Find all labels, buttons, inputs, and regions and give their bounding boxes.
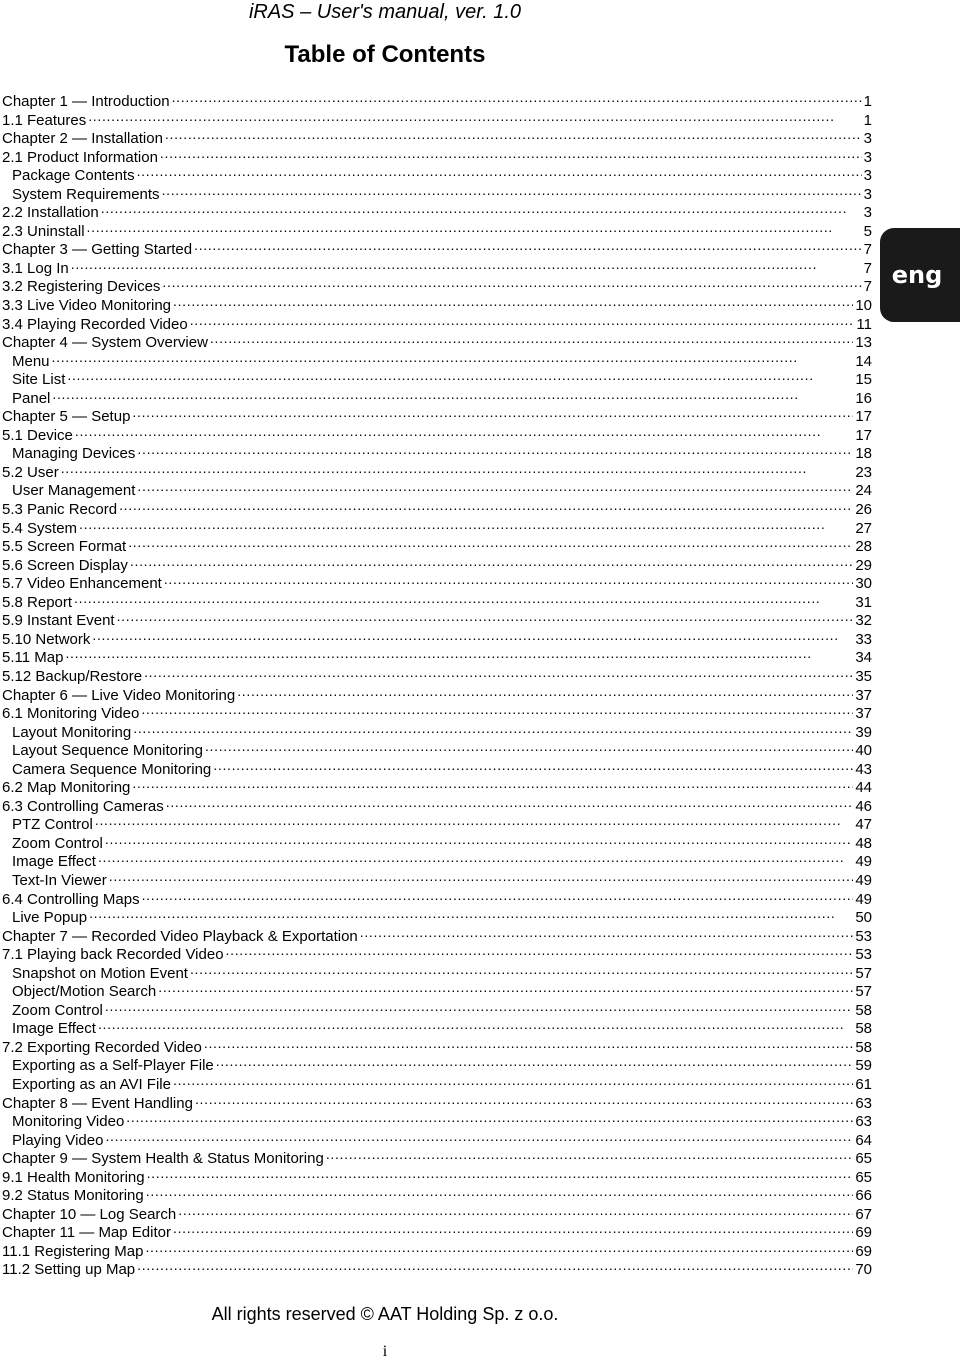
toc-entry-label: 3.1 Log In [2, 259, 69, 277]
toc-entry-label: Chapter 4 — System Overview [2, 334, 208, 352]
toc-entry-label: 5.2 User [2, 463, 59, 481]
toc-entry-label: Image Effect [12, 853, 96, 871]
toc-entry[interactable] [2, 644, 872, 667]
toc-entry-page: 53 [855, 946, 872, 964]
toc-entry[interactable] [2, 199, 872, 222]
toc-entry-page: 63 [855, 1113, 872, 1131]
toc-entry-label: 3.2 Registering Devices [2, 278, 161, 296]
toc-dot-leader [195, 1090, 853, 1108]
language-tab [880, 228, 960, 322]
toc-dot-leader [101, 199, 862, 217]
toc-entry-page: 27 [855, 519, 872, 537]
toc-entry[interactable] [2, 1108, 872, 1131]
toc-dot-leader [204, 1034, 853, 1052]
toc-dot-leader [87, 218, 862, 236]
toc-dot-leader [132, 403, 853, 421]
toc-entry-label: 5.3 Panic Record [2, 501, 118, 519]
toc-entry-page: 7 [863, 278, 872, 296]
toc-entry-page: 28 [855, 538, 872, 556]
toc-entry-page: 23 [855, 463, 872, 481]
toc-entry-label: Chapter 2 — Installation [2, 130, 163, 148]
toc-dot-leader [88, 107, 861, 125]
toc-dot-leader [92, 626, 853, 644]
toc-entry-label: 5.4 System [2, 519, 78, 537]
toc-dot-leader [162, 181, 862, 199]
toc-dot-leader [79, 515, 853, 533]
toc-entry-label: Text-In Viewer [12, 871, 107, 889]
toc-dot-leader [117, 607, 854, 625]
toc-dot-leader [213, 756, 853, 774]
toc-dot-leader [142, 886, 854, 904]
toc-dot-leader [194, 236, 862, 254]
toc-entry[interactable] [2, 218, 872, 240]
language-tab-label: eng [891, 261, 943, 289]
toc-dot-leader [145, 1238, 853, 1256]
toc-entry-page: 63 [855, 1094, 872, 1112]
toc-entry-label: 9.2 Status Monitoring [2, 1187, 144, 1205]
toc-entry-page: 3 [863, 185, 872, 203]
toc-entry-page: 16 [855, 389, 872, 407]
toc-dot-leader [109, 867, 854, 885]
toc-entry[interactable] [2, 533, 872, 556]
toc-entry[interactable] [2, 552, 872, 574]
toc-dot-leader [137, 440, 853, 458]
toc-entry-label: 11.1 Registering Map [2, 1242, 144, 1260]
toc-entry-page: 35 [855, 667, 872, 685]
toc-entry-label: 6.2 Map Monitoring [2, 779, 131, 797]
toc-entry-page: 65 [855, 1168, 872, 1186]
toc-entry[interactable] [2, 459, 872, 481]
toc-entry-page: 3 [863, 204, 872, 222]
toc-entry[interactable] [2, 997, 872, 1019]
toc-entry-label: 1.1 Features [2, 111, 87, 129]
toc-dot-leader [173, 292, 853, 310]
toc-entry-label: Playing Video [12, 1131, 104, 1149]
toc-entry-label: 5.5 Screen Format [2, 538, 127, 556]
toc-entry[interactable] [2, 1034, 872, 1056]
toc-entry[interactable] [2, 867, 872, 889]
toc-dot-leader [126, 1108, 853, 1126]
toc-entry-page: 37 [855, 686, 872, 704]
toc-entry-label: 11.2 Setting up Map [2, 1261, 136, 1279]
toc-entry[interactable] [2, 626, 872, 648]
toc-entry-page: 5 [863, 222, 872, 240]
toc-dot-leader [162, 273, 861, 291]
toc-entry-page: 57 [855, 964, 872, 982]
toc-entry-page: 64 [855, 1131, 872, 1149]
toc-entry-page: 29 [855, 556, 872, 574]
toc-entry-label: 5.12 Backup/Restore [2, 667, 143, 685]
toc-entry-page: 37 [855, 705, 872, 723]
toc-entry-page: 1 [863, 93, 872, 110]
toc-entry-page: 67 [855, 1205, 872, 1223]
toc-entry-label: Chapter 9 — System Health & Status Monitoring [2, 1150, 324, 1168]
toc-entry-page: 59 [855, 1057, 872, 1075]
toc-dot-leader [119, 496, 853, 514]
toc-entry-label: 5.6 Screen Display [2, 556, 128, 574]
toc-dot-leader [205, 737, 853, 755]
toc-entry-label: 9.1 Health Monitoring [2, 1168, 145, 1186]
toc-dot-leader [52, 348, 854, 366]
toc-dot-leader [65, 644, 853, 662]
manual-header: iRAS – User's manual, ver. 1.0 [248, 1, 522, 23]
toc-entry-page: 18 [855, 445, 872, 463]
toc-entry-page: 49 [855, 871, 872, 889]
toc-dot-leader [165, 125, 862, 143]
toc-entry-page: 11 [856, 315, 872, 333]
toc-dot-leader [137, 162, 862, 180]
toc-entry[interactable] [2, 737, 872, 760]
toc-dot-leader [172, 88, 862, 106]
toc-entry-label: Chapter 5 — Setup [2, 408, 131, 426]
page-number: i [382, 1343, 388, 1360]
toc-entry-page: 65 [855, 1150, 872, 1168]
toc-entry[interactable] [2, 107, 872, 129]
toc-dot-leader [210, 329, 853, 347]
toc-entry-label: 5.7 Video Enhancement [2, 575, 162, 593]
toc-dot-leader [144, 663, 853, 681]
toc-entry-label: 2.1 Product Information [2, 148, 158, 166]
page-title: Table of Contents [284, 41, 486, 68]
toc-dot-leader [105, 997, 853, 1015]
toc-entry-label: Zoom Control [12, 834, 103, 852]
toc-entry[interactable] [2, 496, 872, 519]
toc-entry-label: Object/Motion Search [12, 983, 157, 1001]
toc-entry-page: 46 [855, 797, 872, 815]
toc-entry-label: Live Popup [12, 909, 88, 927]
toc-entry-label: 2.3 Uninstall [2, 222, 85, 240]
toc-entry-label: 5.8 Report [2, 593, 73, 611]
toc-entry-page: 50 [855, 909, 872, 927]
toc-dot-leader [75, 422, 853, 440]
toc-entry-page: 10 [855, 297, 872, 315]
toc-entry-page: 61 [855, 1075, 872, 1093]
toc-entry-label: Layout Sequence Monitoring [12, 742, 203, 760]
toc-entry-label: Zoom Control [12, 1001, 103, 1019]
toc-entry[interactable] [2, 904, 872, 927]
toc-entry-label: Camera Sequence Monitoring [12, 760, 212, 778]
toc-dot-leader [360, 923, 854, 941]
toc-entry-page: 26 [855, 501, 872, 519]
toc-dot-leader [137, 477, 853, 495]
toc-entry[interactable] [2, 477, 872, 500]
toc-entry-label: 5.11 Map [2, 649, 64, 667]
toc-entry-label: Chapter 1 — Introduction [2, 93, 170, 110]
toc-entry-page: 33 [855, 630, 872, 648]
toc-entry[interactable] [2, 440, 872, 463]
toc-entry-label: Managing Devices [12, 445, 136, 463]
toc-dot-leader [95, 811, 853, 829]
toc-entry[interactable] [2, 830, 872, 852]
toc-entry-page: 39 [855, 723, 872, 741]
copyright-footer: All rights reserved © AAT Holding Sp. z o.o. [211, 1304, 559, 1324]
toc-entry-label: 6.4 Controlling Maps [2, 890, 140, 908]
toc-dot-leader [128, 533, 853, 551]
toc-dot-leader [178, 1201, 853, 1219]
toc-entry-page: 32 [855, 612, 872, 630]
toc-entry-page: 34 [855, 649, 872, 667]
toc-dot-leader [67, 366, 853, 384]
toc-entry-label: Exporting as a Self-Player File [12, 1057, 214, 1075]
toc-entry-label: Chapter 6 — Live Video Monitoring [2, 686, 236, 704]
toc-dot-leader [158, 978, 853, 996]
toc-entry-page: 7 [863, 241, 872, 259]
toc-entry-label: Monitoring Video [12, 1113, 125, 1131]
toc-dot-leader [190, 960, 853, 978]
toc-entry-label: 6.3 Controlling Cameras [2, 797, 164, 815]
toc-entry-page: 58 [855, 1001, 872, 1019]
toc-dot-leader [166, 793, 854, 811]
toc-entry-page: 69 [855, 1242, 872, 1260]
toc-entry[interactable] [2, 385, 872, 407]
toc-dot-leader [216, 1052, 854, 1070]
toc-dot-leader [52, 385, 853, 403]
toc-entry[interactable] [2, 570, 872, 593]
toc-dot-leader [160, 144, 862, 162]
toc-entry-label: 7.1 Playing back Recorded Video [2, 946, 224, 964]
toc-dot-leader [326, 1145, 854, 1163]
toc-dot-leader [133, 719, 853, 737]
toc-entry[interactable] [2, 663, 872, 685]
toc-entry-label: Panel [12, 389, 51, 407]
toc-entry-label: Chapter 8 — Event Handling [2, 1094, 193, 1112]
toc-entry[interactable] [2, 1015, 872, 1038]
toc-entry-page: 70 [855, 1261, 872, 1279]
toc-entry-page: 49 [855, 890, 872, 908]
toc-entry-label: Chapter 3 — Getting Started [2, 241, 193, 259]
toc-entry-page: 24 [855, 482, 872, 500]
toc-entry-label: User Management [12, 482, 136, 500]
toc-entry[interactable] [2, 422, 872, 444]
toc-entry-page: 3 [863, 148, 872, 166]
toc-entry-page: 13 [855, 334, 872, 352]
toc-entry-label: 5.1 Device [2, 426, 73, 444]
toc-entry-page: 58 [855, 1038, 872, 1056]
toc-entry[interactable] [2, 255, 872, 277]
toc-dot-leader [98, 1015, 853, 1033]
toc-entry-label: 7.2 Exporting Recorded Video [2, 1038, 202, 1056]
toc-entry[interactable] [2, 793, 872, 815]
toc-entry[interactable] [2, 403, 872, 426]
toc-dot-leader [141, 700, 853, 718]
toc-entry-page: 15 [855, 371, 872, 389]
toc-entry-label: Exporting as an AVI File [12, 1075, 171, 1093]
toc-entry[interactable] [2, 589, 872, 611]
toc-dot-leader [89, 904, 853, 922]
toc-dot-leader [74, 589, 853, 607]
toc-entry-page: 3 [863, 130, 872, 148]
toc-entry-label: Package Contents [12, 167, 135, 185]
toc-entry-label: Image Effect [12, 1020, 96, 1038]
toc-entry-label: Chapter 10 — Log Search [2, 1205, 177, 1223]
toc-entry-page: 48 [855, 834, 872, 852]
toc-dot-leader [173, 1071, 853, 1089]
toc-entry-label: 5.9 Instant Event [2, 612, 115, 630]
toc-entry[interactable] [2, 923, 872, 945]
toc-entry-page: 58 [855, 1020, 872, 1038]
toc-entry-page: 53 [855, 927, 872, 945]
toc-entry-page: 40 [855, 742, 872, 760]
toc-entry[interactable] [2, 886, 872, 908]
toc-dot-leader [173, 1219, 853, 1237]
toc-entry-page: 49 [855, 853, 872, 871]
toc-dot-leader [98, 848, 853, 866]
toc-dot-leader [105, 1127, 853, 1145]
toc-entry-label: Layout Monitoring [12, 723, 132, 741]
toc-entry[interactable] [2, 848, 872, 871]
toc-entry-page: 31 [855, 593, 872, 611]
toc-entry-label: PTZ Control [12, 816, 93, 834]
toc-dot-leader [146, 1182, 854, 1200]
toc-dot-leader [137, 1256, 853, 1274]
toc-entry-label: Chapter 7 — Recorded Video Playback & Exportation [2, 927, 358, 945]
toc-entry-page: 1 [863, 111, 872, 129]
toc-entry-label: Snapshot on Motion Event [12, 964, 188, 982]
toc-entry[interactable] [2, 1145, 872, 1168]
toc-entry[interactable] [2, 719, 872, 741]
toc-entry-label: 2.2 Installation [2, 204, 99, 222]
toc-entry[interactable] [2, 774, 872, 797]
toc-dot-leader [61, 459, 854, 477]
toc-dot-leader [226, 941, 854, 959]
toc-entry-page: 69 [855, 1224, 872, 1242]
toc-entry[interactable] [2, 607, 872, 630]
toc-dot-leader [190, 311, 855, 329]
toc-entry-label: 3.4 Playing Recorded Video [2, 315, 188, 333]
toc-entry-page: 3 [863, 167, 872, 185]
toc-entry[interactable] [2, 366, 872, 389]
toc-entry[interactable] [2, 811, 872, 834]
toc-dot-leader [71, 255, 862, 273]
toc-entry-page: 14 [855, 352, 872, 370]
toc-entry[interactable] [2, 125, 872, 148]
toc-entry-page: 17 [855, 426, 872, 444]
toc-entry-label: System Requirements [12, 185, 160, 203]
toc-dot-leader [147, 1164, 854, 1182]
toc-entry[interactable] [2, 273, 872, 296]
toc-dot-leader [105, 830, 853, 848]
toc-dot-leader [164, 570, 853, 588]
toc-entry[interactable] [2, 348, 872, 370]
toc-entry[interactable] [2, 1127, 872, 1149]
toc-entry-label: Chapter 11 — Map Editor [2, 1224, 171, 1242]
toc-entry-label: 3.3 Live Video Monitoring [2, 297, 171, 315]
toc-entry[interactable] [2, 88, 872, 110]
toc-entry[interactable] [2, 515, 872, 537]
toc-dot-leader [237, 682, 853, 700]
toc-entry-page: 44 [855, 779, 872, 797]
toc-entry-page: 17 [855, 408, 872, 426]
toc-entry-page: 66 [855, 1187, 872, 1205]
toc-dot-leader [130, 552, 853, 570]
toc-entry[interactable] [2, 236, 872, 259]
toc-entry-page: 7 [863, 259, 872, 277]
toc-entry-page: 57 [855, 983, 872, 1001]
toc-entry-label: Menu [12, 352, 50, 370]
toc-entry-label: 6.1 Monitoring Video [2, 705, 140, 723]
toc-entry-label: 5.10 Network [2, 630, 91, 648]
toc-entry-page: 47 [855, 816, 872, 834]
table-of-contents [2, 88, 872, 1279]
toc-dot-leader [132, 774, 853, 792]
toc-entry-page: 43 [855, 760, 872, 778]
toc-entry-label: Site List [12, 371, 66, 389]
toc-entry-page: 30 [855, 575, 872, 593]
